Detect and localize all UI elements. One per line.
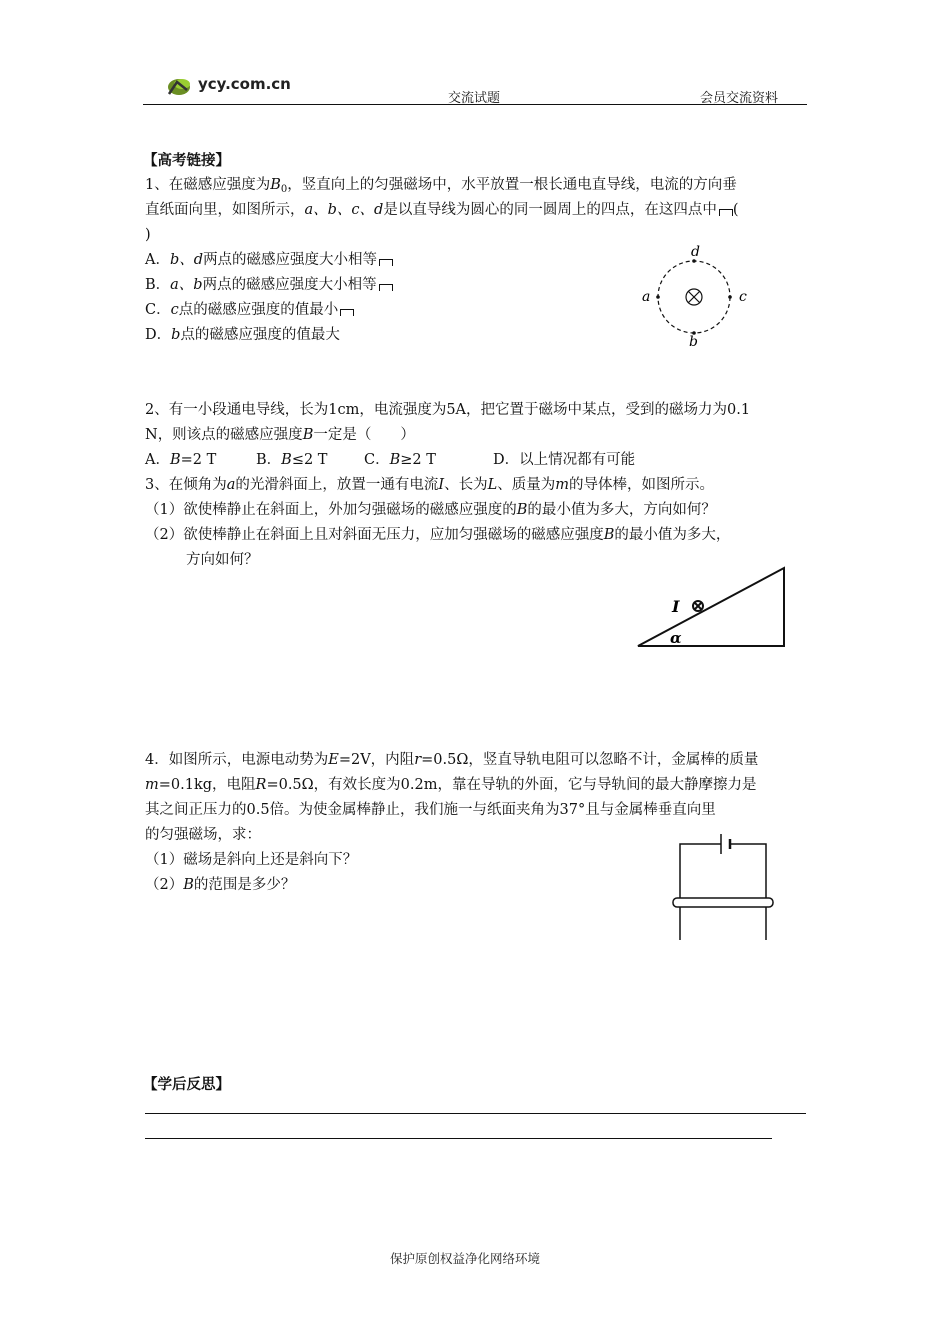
- reflection-line-1: [145, 1113, 806, 1114]
- q2-option-b: B．B≤2 T: [256, 452, 328, 468]
- header-center-label: 交流试题: [448, 91, 501, 106]
- metal-rod: [673, 898, 773, 907]
- q4-line1: 4．如图所示，电源电动势为E=2V，内阻r=0.5Ω，竖直导轨电阻可以忽略不计，金属棒的质量: [145, 752, 759, 768]
- reflection-line-2: [145, 1138, 772, 1139]
- label-b: b: [689, 334, 698, 350]
- logo-text: ycy.com.cn: [198, 75, 291, 93]
- q3-sub2-cont: 方向如何？: [186, 552, 259, 568]
- blank-mark: [340, 309, 354, 316]
- header-divider: [143, 104, 807, 105]
- q1-figure-field-circle: [630, 240, 760, 350]
- reflection-title: 【学后反思】: [143, 1076, 230, 1093]
- incline-triangle: [638, 568, 784, 646]
- q2-option-c: C．B≥2 T: [364, 452, 436, 468]
- q1-line3: ): [145, 227, 151, 243]
- q4-line2: m=0.1kg，电阻R=0.5Ω，有效长度为0.2m，靠在导轨的外面，它与导轨间的最大静摩擦力是: [145, 777, 757, 793]
- q4-sub2: （2）B的范围是多少？: [145, 877, 296, 893]
- q2-option-d: D．以上情况都有可能: [493, 452, 636, 468]
- q1-option-a: A．b、d两点的磁感应强度大小相等: [145, 248, 393, 273]
- q1-option-d: D．b点的磁感应强度的值最大: [145, 327, 340, 343]
- blank-mark: [379, 284, 393, 291]
- q2-line2: N，则该点的磁感应强度B一定是（ ）: [145, 427, 415, 443]
- q3-sub2: （2）欲使棒静止在斜面上且对斜面无压力，应加匀强磁场的磁感应强度B的最小值为多大，: [145, 527, 731, 543]
- page-footer: 保护原创权益净化网络环境: [390, 1251, 541, 1266]
- q1-line2: 直纸面向里，如图所示，a、b、c、d是以直导线为圆心的同一圆周上的四点，在这四点中 (: [145, 202, 739, 218]
- q4-sub1: （1）磁场是斜向上还是斜向下？: [145, 852, 358, 868]
- logo: [165, 70, 325, 100]
- q2-option-a: A．B=2 T: [145, 452, 217, 468]
- q4-line3: 其之间正压力的0.5倍。为使金属棒静止，我们施一与纸面夹角为37°且与金属棒垂直向里: [145, 802, 716, 818]
- label-d: d: [691, 244, 700, 260]
- angle-label-alpha: α: [670, 629, 682, 647]
- q4-figure-circuit: [665, 830, 780, 945]
- point-a: [656, 295, 660, 299]
- q4-line4: 的匀强磁场，求：: [145, 827, 261, 843]
- logo-icon: [165, 70, 195, 100]
- circuit-wire: [680, 844, 721, 940]
- q2-line1: 2、有一小段通电导线，长为1cm，电流强度为5A，把它置于磁场中某点，受到的磁场力为0.1: [145, 402, 751, 418]
- q1-option-b: B．a、b两点的磁感应强度大小相等: [145, 273, 393, 298]
- q3-figure-incline: [630, 560, 800, 655]
- q1-option-c: C．c点的磁感应强度的值最小: [145, 298, 354, 323]
- point-c: [728, 295, 732, 299]
- blank-mark: [719, 209, 733, 216]
- q1-line1: 1、在磁感应强度为$B_0$，竖直向上的匀强磁场中，水平放置一根长通电直导线，电流的方向垂: [145, 177, 737, 195]
- label-c: c: [739, 289, 747, 305]
- q3-sub1: （1）欲使棒静止在斜面上，外加匀强磁场的磁感应强度的B的最小值为多大，方向如何？: [145, 502, 716, 518]
- section-title: 【高考链接】: [143, 152, 230, 169]
- current-label-I: I: [672, 597, 680, 616]
- label-a: a: [642, 289, 651, 305]
- blank-mark: [379, 259, 393, 266]
- q3-line1: 3、在倾角为a的光滑斜面上，放置一通有电流I、长为L、质量为m的导体棒，如图所示。: [145, 477, 715, 493]
- header-right-label: 会员交流资料: [700, 91, 779, 106]
